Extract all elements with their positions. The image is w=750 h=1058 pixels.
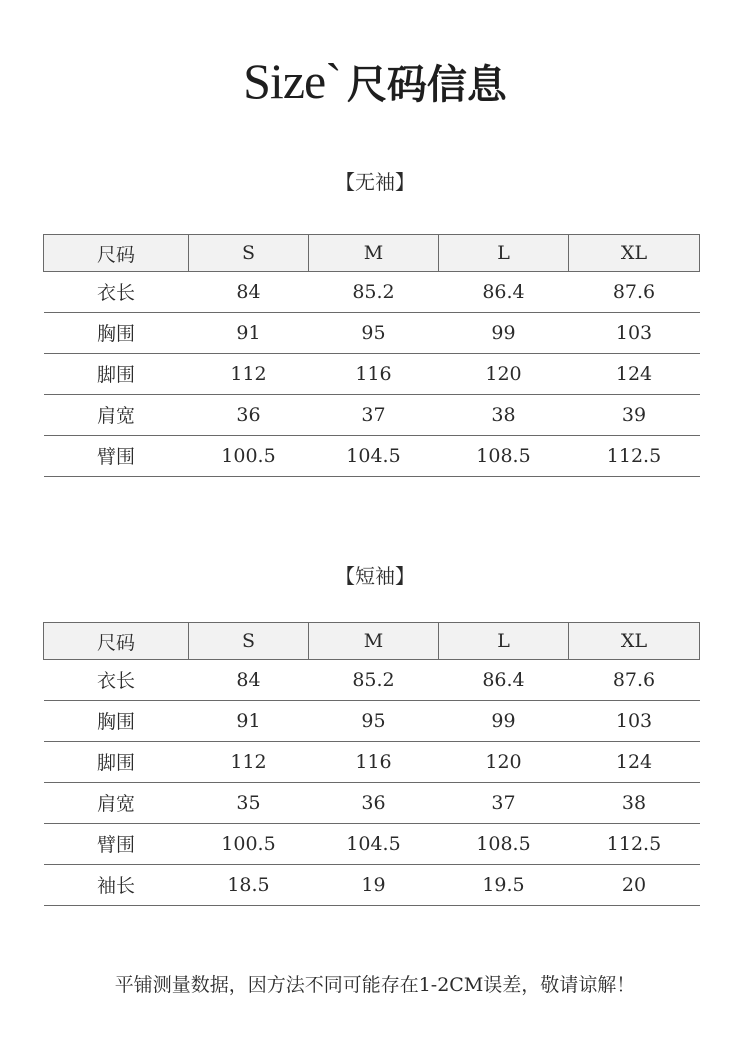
table-cell: 91 xyxy=(189,313,309,354)
header-cell: L xyxy=(439,623,569,660)
table-row xyxy=(44,701,700,742)
title-english: Size` xyxy=(243,53,341,109)
table-cell: 84 xyxy=(189,660,309,701)
table-cell: 85.2 xyxy=(309,272,439,313)
row-label: 衣长 xyxy=(44,660,189,701)
row-label: 胸围 xyxy=(44,313,189,354)
table-header-row xyxy=(44,235,700,272)
table-cell: 91 xyxy=(189,701,309,742)
table-row xyxy=(44,824,700,865)
table-row xyxy=(44,354,700,395)
table-row xyxy=(44,660,700,701)
header-cell: M xyxy=(309,235,439,272)
table-cell: 36 xyxy=(189,395,309,436)
row-label: 胸围 xyxy=(44,701,189,742)
table-cell: 112.5 xyxy=(569,824,700,865)
header-cell: S xyxy=(189,623,309,660)
page-title xyxy=(0,52,750,110)
table-cell: 124 xyxy=(569,742,700,783)
table-header-row xyxy=(44,623,700,660)
title-chinese-text: 尺码信息 xyxy=(346,62,507,108)
table-cell: 85.2 xyxy=(309,660,439,701)
table-cell: 35 xyxy=(189,783,309,824)
section-label-short-sleeve: 【短袖】 xyxy=(335,564,415,588)
table-cell: 86.4 xyxy=(439,660,569,701)
row-label: 肩宽 xyxy=(44,395,189,436)
size-table-short-sleeve xyxy=(43,622,700,906)
table-cell: 95 xyxy=(309,313,439,354)
title-chinese xyxy=(347,53,507,110)
table-row xyxy=(44,783,700,824)
table-cell: 39 xyxy=(569,395,700,436)
table-cell: 100.5 xyxy=(189,436,309,477)
header-cell: 尺码 xyxy=(44,623,189,660)
table-cell: 112 xyxy=(189,742,309,783)
table-cell: 99 xyxy=(439,313,569,354)
header-cell: 尺码 xyxy=(44,235,189,272)
row-label: 肩宽 xyxy=(44,783,189,824)
table-cell: 38 xyxy=(439,395,569,436)
table-cell: 120 xyxy=(439,742,569,783)
table-cell: 87.6 xyxy=(569,660,700,701)
table-cell: 84 xyxy=(189,272,309,313)
header-cell: L xyxy=(439,235,569,272)
table-cell: 38 xyxy=(569,783,700,824)
row-label: 臂围 xyxy=(44,824,189,865)
table-cell: 86.4 xyxy=(439,272,569,313)
table-cell: 103 xyxy=(569,701,700,742)
table-cell: 18.5 xyxy=(189,865,309,906)
row-label: 脚围 xyxy=(44,354,189,395)
table-cell: 95 xyxy=(309,701,439,742)
table-cell: 116 xyxy=(309,742,439,783)
table-cell: 104.5 xyxy=(309,824,439,865)
table-row xyxy=(44,313,700,354)
table-cell: 104.5 xyxy=(309,436,439,477)
table-cell: 108.5 xyxy=(439,824,569,865)
size-table-sleeveless xyxy=(43,234,700,477)
table-row xyxy=(44,742,700,783)
table-cell: 116 xyxy=(309,354,439,395)
table-cell: 100.5 xyxy=(189,824,309,865)
table-cell: 19.5 xyxy=(439,865,569,906)
table-cell: 112 xyxy=(189,354,309,395)
table-cell: 99 xyxy=(439,701,569,742)
header-cell: XL xyxy=(569,235,700,272)
table-cell: 124 xyxy=(569,354,700,395)
table-row xyxy=(44,272,700,313)
row-label: 臂围 xyxy=(44,436,189,477)
table-cell: 37 xyxy=(439,783,569,824)
table-cell: 87.6 xyxy=(569,272,700,313)
table-row xyxy=(44,436,700,477)
row-label: 袖长 xyxy=(44,865,189,906)
table-row xyxy=(44,395,700,436)
table-cell: 103 xyxy=(569,313,700,354)
header-cell: M xyxy=(309,623,439,660)
header-cell: XL xyxy=(569,623,700,660)
header-cell: S xyxy=(189,235,309,272)
table-cell: 120 xyxy=(439,354,569,395)
table-cell: 36 xyxy=(309,783,439,824)
row-label: 衣长 xyxy=(44,272,189,313)
table-cell: 20 xyxy=(569,865,700,906)
row-label: 脚围 xyxy=(44,742,189,783)
table-cell: 37 xyxy=(309,395,439,436)
table-cell: 112.5 xyxy=(569,436,700,477)
measurement-note: 平铺测量数据，因方法不同可能存在1-2CM误差，敬请谅解！ xyxy=(114,974,636,996)
table-cell: 108.5 xyxy=(439,436,569,477)
table-cell: 19 xyxy=(309,865,439,906)
section-label-sleeveless: 【无袖】 xyxy=(335,170,415,194)
table-row xyxy=(44,865,700,906)
